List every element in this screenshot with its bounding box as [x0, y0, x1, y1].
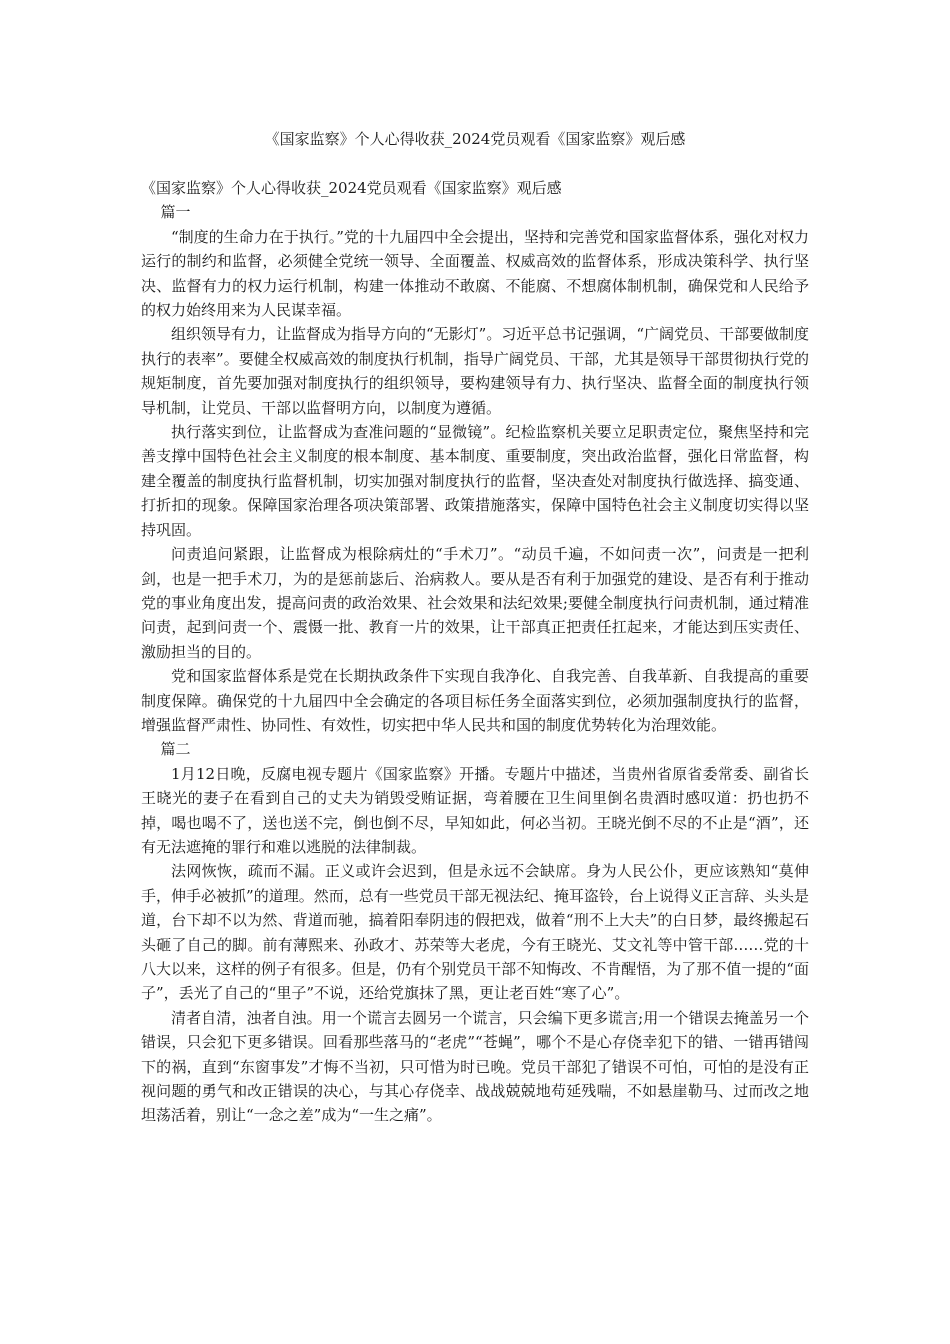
document-title: 《国家监察》个人心得收获_2024党员观看《国家监察》观后感	[264, 130, 686, 148]
paragraph: 1月12日晚，反腐电视专题片《国家监察》开播。专题片中描述，当贵州省原省委常委、副省长王晓光的妻子在看到自己的丈夫为销毁受贿证据，弯着腰在卫生间里倒名贵酒时感叹道：扔也扔不掉，喝也喝不了，送也送不完，倒也倒不尽，早知如此，何必当初。王晓光倒不尽的不止是“酒”，还有无法遮掩的罪行和难以逃脱的法律制裁。	[141, 764, 809, 856]
paragraph: 清者自清，浊者自浊。用一个谎言去圆另一个谎言，只会编下更多谎言;用一个错误去掩盖另一个错误，只会犯下更多错误。回看那些落马的“老虎”“苍蝇”，哪个不是心存侥幸犯下的错、一错再错闯下的祸，直到“东窗事发”才悔不当初，只可惜为时已晚。党员干部犯了错误不可怕，可怕的是没有正视问题的勇气和改正错误的决心，与其心存侥幸、战战兢兢地苟延残喘，不如悬崖勒马、过而改之地坦荡活着，别让“一念之差”成为“一生之痛”。	[141, 1008, 809, 1125]
section-heading-2: 篇二	[160, 740, 191, 759]
paragraph: 党和国家监督体系是党在长期执政条件下实现自我净化、自我完善、自我革新、自我提高的重要制度保障。确保党的十九届四中全会确定的各项目标任务全面落实到位，必须加强制度执行的监督，增强监督严肃性、协同性、有效性，切实把中华人民共和国的制度优势转化为治理效能。	[141, 667, 809, 734]
paragraph: “制度的生命力在于执行。”党的十九届四中全会提出，坚持和完善党和国家监督体系，强化对权力运行的制约和监督，必须健全党统一领导、全面覆盖、权威高效的监督体系，形成决策科学、执行坚决、监督有力的权力运行机制，构建一体推动不敢腐、不能腐、不想腐体制机制，确保党和人民给予的权力始终用来为人民谋幸福。	[141, 227, 809, 320]
paragraph: 组织领导有力，让监督成为指导方向的“无影灯”。习近平总书记强调，“广阔党员、干部要做制度执行的表率”。要健全权威高效的制度执行机制，指导广阔党员、干部，尤其是领导干部贯彻执行党的规矩制度，首先要加强对制度执行的组织领导，要构建领导有力、执行坚决、监督全面的制度执行领导机制，让党员、干部以监督明方向，以制度为遵循。	[141, 325, 810, 417]
paragraph: 法网恢恢，疏而不漏。正义或许会迟到，但是永远不会缺席。身为人民公仆，更应该熟知“莫伸手，伸手必被抓”的道理。然而，总有一些党员干部无视法纪、掩耳盗铃，台上说得义正言辞、头头是道，台下却不以为然、背道而驰，搞着阳奉阴违的假把戏，做着“刑不上大夫”的白日梦，最终搬起石头砸了自己的脚。前有薄熙来、孙政才、苏荣等大老虎，今有王晓光、艾文礼等中管干部……党的十八大以来，这样的例子有很多。但是，仍有个别党员干部不知悔改、不肯醒悟，为了那不值一提的“面子”，丢光了自己的“里子”不说，还给党旗抹了黑，更让老百姓“寒了心”。	[141, 862, 809, 1003]
document-subtitle: 《国家监察》个人心得收获_2024党员观看《国家监察》观后感	[141, 179, 562, 197]
document-body	[141, 176, 809, 1128]
paragraph: 问责追问紧跟，让监督成为根除病灶的“手术刀”。“动员千遍，不如问责一次”，问责是一把利剑，也是一把手术刀，为的是惩前毖后、治病救人。要从是否有利于加强党的建设、是否有利于推动党的事业角度出发，提高问责的政治效果、社会效果和法纪效果;要健全制度执行问责机制，通过精准问责，起到问责一个、震慑一批、教育一片的效果，让干部真正把责任扛起来，才能达到压实责任、激励担当的目的。	[141, 545, 809, 661]
section-heading-1: 篇一	[160, 203, 191, 222]
paragraph: 执行落实到位，让监督成为查准问题的“显微镜”。纪检监察机关要立足职责定位，聚焦坚持和完善支撑中国特色社会主义制度的根本制度、基本制度、重要制度，突出政治监督，强化日常监督，构建全覆盖的制度执行监督机制，切实加强对制度执行的监督，坚决查处对制度执行做选择、搞变通、打折扣的现象。保障国家治理各项决策部署、政策措施落实，保障中国特色社会主义制度切实得以坚持巩固。	[141, 423, 809, 539]
